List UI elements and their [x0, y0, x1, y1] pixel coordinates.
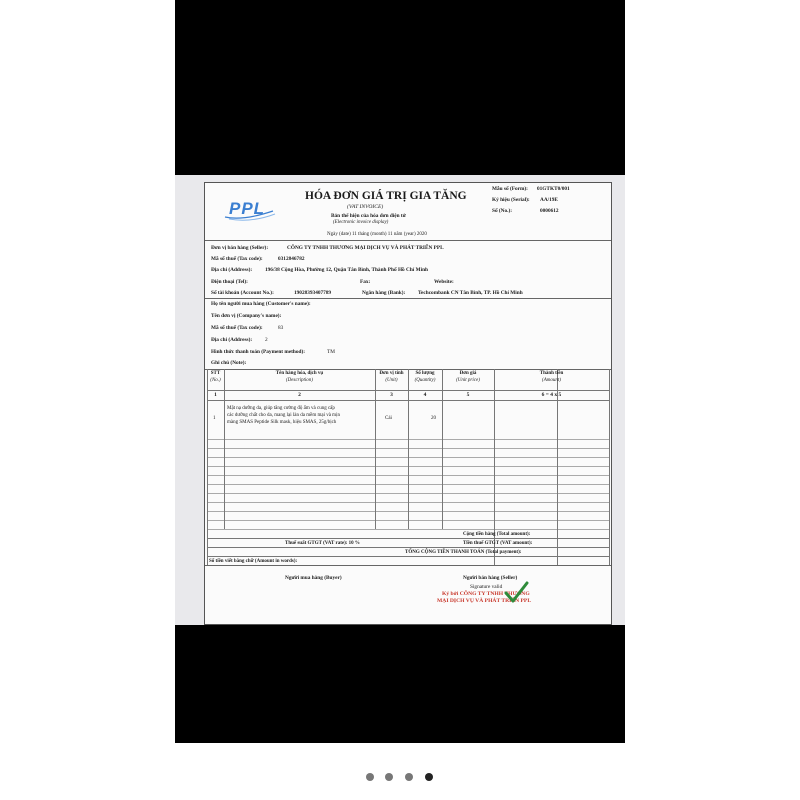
invoice-paper [204, 182, 612, 625]
th-unit-price: Đơn giá (Unit price) [456, 371, 480, 383]
th-description: Tên hàng hóa, dịch vụ (Description) [275, 371, 324, 383]
seller-account-label: Số tài khoản (Account No.): [211, 290, 274, 296]
row-qty: 20 [431, 416, 436, 421]
vat-amount-label: Tiền thuế GTGT (VAT amount): [463, 541, 533, 546]
seller-tax-value: 0312846782 [278, 256, 305, 262]
vat-rate-label: Thuế suất GTGT (VAT rate): 10 % [285, 541, 360, 546]
ppl-logo [223, 199, 277, 221]
form-label: Mẫu số (Form): [492, 186, 528, 192]
payment-value: TM [327, 349, 335, 355]
total-amount-label: Cộng tiền hàng (Total amount): [463, 532, 531, 537]
row-unit: Cái [385, 416, 392, 421]
carousel-dot[interactable] [385, 773, 393, 781]
note-label: Ghi chú (Note): [211, 360, 247, 366]
image-top-letterbox [175, 0, 625, 175]
signature-check-icon [503, 581, 529, 605]
col-number-2: 2 [298, 392, 301, 398]
row-desc-line-2: các dưỡng chất cho da, mang lại làn da mềm mại và mịn [227, 413, 340, 418]
th-no: STT (No.) [210, 371, 221, 383]
seller-address-value: 196/38 Cộng Hòa, Phường 12, Quận Tân Bình, Thành Phố Hồ Chí Minh [265, 267, 428, 273]
col-number-1: 1 [214, 392, 217, 398]
buyer-tax-label: Mã số thuế (Tax code): [211, 325, 263, 331]
seller-label: Đơn vị bán hàng (Seller): [211, 245, 269, 251]
th-unit: Đơn vị tính (Unit) [379, 371, 404, 383]
col-number-4: 4 [423, 392, 427, 398]
seller-account-value: 19028393407789 [294, 290, 332, 296]
no-label: Số (No.): [492, 208, 513, 214]
signed-by-line-1: Ký bởi CÔNG TY TNHH THƯƠNG [442, 591, 530, 597]
display-line-vi: Bản thể hiện của hóa đơn điện tử [331, 213, 406, 219]
carousel-indicator [366, 773, 436, 783]
display-line-en: (Electronic invoice display) [333, 220, 389, 225]
buyer-address-value: 2 [265, 337, 268, 343]
seller-bank-value: Techcombank CN Tân Bình, TP. Hồ Chí Minh [418, 290, 523, 296]
table-bottom-border [205, 565, 611, 566]
row-desc-line-3: màng SMAS Peptide Silk mask, hiệu SMAS, 25g/bịch [227, 420, 337, 425]
invoice-date: Ngày (date) 11 tháng (month) 11 năm (year) 2020 [327, 232, 427, 237]
amount-in-words-label: Số tiền viết bằng chữ (Amount in words): [209, 559, 298, 564]
payment-label: Hình thức thanh toán (Payment method): [211, 349, 305, 355]
buyer-company-label: Tên đơn vị (Company's name): [211, 313, 282, 319]
buyer-address-label: Địa chỉ (Address): [211, 337, 253, 343]
invoice-subtitle: (VAT INVOICE) [347, 204, 384, 210]
seller-bank-label: Ngân hàng (Bank): [362, 290, 406, 296]
seller-fax-label: Fax: [360, 279, 371, 285]
logo-text: PPL [229, 199, 266, 218]
invoice-title: HÓA ĐƠN GIÁ TRỊ GIA TĂNG [305, 190, 467, 202]
seller-address-label: Địa chỉ (Address): [211, 267, 253, 273]
col-number-3: 3 [390, 392, 393, 398]
th-quantity: Số lượng (Quantity) [414, 371, 436, 383]
seller-tax-label: Mã số thuế (Tax code): [211, 256, 263, 262]
th-amount: Thành tiền (Amount) [539, 371, 564, 383]
seller-phone-label: Điện thoại (Tel): [211, 279, 248, 285]
seller-value: CÔNG TY TNHH THƯƠNG MẠI DỊCH VỤ VÀ PHÁT TRIỂN PPL [287, 245, 444, 251]
serial-value: AA/19E [540, 197, 558, 203]
seller-divider [205, 298, 611, 299]
seller-signature-label: Người bán hàng (Seller) [463, 575, 518, 581]
total-payment-label: TỔNG CỘNG TIỀN THANH TOÁN (Total payment): [405, 550, 522, 555]
invoice-photo[interactable] [175, 175, 625, 625]
signature-valid-text: Signature valid [470, 584, 503, 590]
buyer-name-label: Họ tên người mua hàng (Customer's name): [211, 301, 311, 307]
form-value: 01GTKT0/001 [537, 186, 570, 192]
buyer-tax-value: 83 [278, 325, 284, 331]
no-value: 0000612 [540, 208, 559, 214]
buyer-signature-label: Người mua hàng (Buyer) [285, 575, 342, 581]
serial-label: Ký hiệu (Serial): [492, 197, 530, 203]
carousel-dot-active[interactable] [425, 773, 433, 781]
carousel-dot[interactable] [366, 773, 374, 781]
col-number-5: 5 [466, 392, 470, 398]
row-stt: 1 [213, 416, 216, 421]
signed-by-line-2: MẠI DỊCH VỤ VÀ PHÁT TRIỂN PPL [437, 598, 532, 604]
seller-website-label: Website: [434, 279, 454, 285]
carousel-dot[interactable] [405, 773, 413, 781]
header-divider [205, 240, 611, 241]
row-desc-line-1: Mặt nạ dưỡng da, giúp tăng cường độ ẩm và cung cấp [227, 406, 335, 411]
col-number-6: 6 = 4 x 5 [541, 392, 562, 398]
image-bottom-letterbox [175, 625, 625, 743]
